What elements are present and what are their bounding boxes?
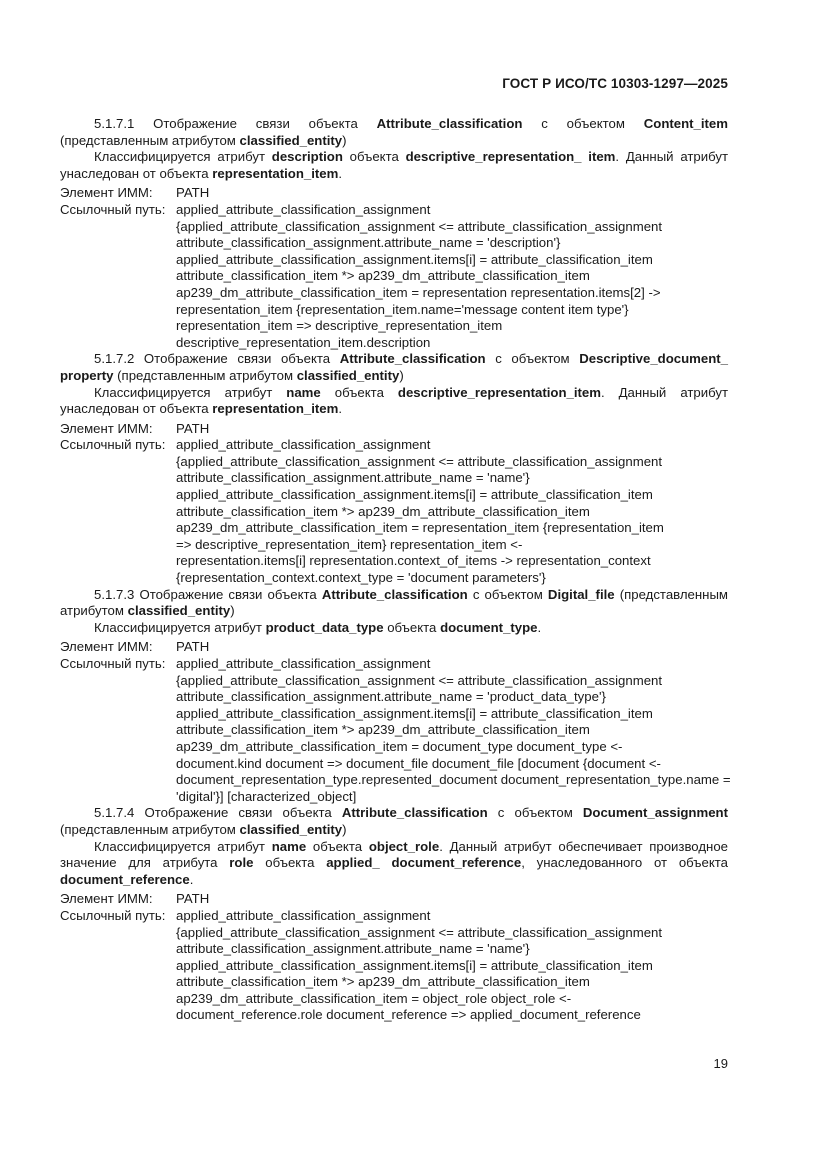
ref-path-line: applied_attribute_classification_assignment.items[i] = attribute_classification_item: [176, 705, 653, 721]
section-heading-run: Descriptive_document_ property: [60, 351, 728, 383]
ref-path-line: ap239_dm_attribute_classification_item = representation_item {representation_item: [176, 520, 664, 536]
section-heading-run: Document_assignment: [582, 805, 728, 821]
section-description-run: . Данный атрибут обеспечивает производное значение для атрибута: [60, 838, 728, 871]
ref-path-row: [60, 202, 728, 351]
section-description-run: name: [271, 838, 307, 854]
element-row: [60, 185, 728, 202]
section-description-run: name: [286, 384, 321, 400]
ref-path-line: => descriptive_representation_item} representation_item <-: [176, 536, 523, 552]
section-heading-run: classified_entity: [239, 132, 343, 148]
section-heading-run: classified_entity: [239, 821, 343, 837]
section-description-run: descriptive_representation_item: [397, 384, 601, 400]
section-heading-run: classified_entity: [296, 367, 400, 383]
section-heading-run: Attribute_classification: [341, 805, 488, 821]
ref-path-label: Ссылочный путь:: [60, 437, 166, 453]
section-heading-run: ): [342, 132, 347, 148]
ref-path-value: [176, 908, 728, 1024]
document-header: ГОСТ Р ИСО/ТС 10303-1297—2025: [502, 76, 728, 91]
section-2: [60, 351, 728, 586]
ref-path-line: applied_attribute_classification_assignment: [176, 437, 431, 453]
section-description-run: Классифицируется атрибут: [94, 149, 272, 165]
ref-path-label: Ссылочный путь:: [60, 201, 166, 217]
ref-path-label: Ссылочный путь:: [60, 656, 166, 671]
section-heading-run: Attribute_classification: [321, 586, 468, 602]
element-value: PATH: [176, 639, 210, 655]
ref-path-line: {applied_attribute_classification_assignment <= attribute_classification_assignment: [176, 453, 663, 469]
element-label: Элемент ИММ:: [60, 185, 153, 201]
section-4: [60, 805, 728, 1024]
section-description: [60, 620, 728, 637]
ref-path-row: [60, 437, 728, 586]
section-description: [60, 385, 728, 418]
element-value: PATH: [176, 891, 210, 907]
ref-path-line: representation_item => descriptive_representation_item: [176, 318, 503, 334]
section-heading: [60, 587, 728, 620]
section-description-run: .: [338, 165, 343, 181]
ref-path-line: attribute_classification_item *> ap239_dm_attribute_classification_item: [176, 268, 590, 284]
section-heading-run: (представленным атрибутом: [113, 367, 297, 383]
element-row: [60, 421, 728, 438]
ref-path-line: attribute_classification_item *> ap239_dm_attribute_classification_item: [176, 974, 590, 990]
ref-path-value: [176, 656, 731, 805]
section-heading-run: classified_entity: [127, 603, 231, 619]
element-label: Элемент ИММ:: [60, 639, 153, 655]
ref-path-line: applied_attribute_classification_assignment: [176, 656, 431, 671]
section-description-run: .: [537, 619, 542, 635]
section-description-run: объекта: [306, 838, 369, 854]
section-description-run: . Данный атрибут унаследован от объекта: [60, 149, 728, 181]
section-description-run: .: [338, 401, 343, 417]
ref-path-line: ap239_dm_attribute_classification_item = document_type document_type <-: [176, 738, 623, 754]
element-label: Элемент ИММ:: [60, 420, 153, 436]
ref-path-line: attribute_classification_item *> ap239_dm_attribute_classification_item: [176, 503, 590, 519]
element-row: [60, 639, 728, 656]
section-description-run: product_data_type: [265, 619, 384, 635]
ref-path-line: descriptive_representation_item.description: [176, 334, 431, 350]
ref-path-line: document_reference.role document_reference => applied_document_reference: [176, 1007, 641, 1023]
section-heading-run: Attribute_classification: [339, 351, 486, 367]
section-description-run: .: [189, 871, 194, 887]
section-heading-run: ): [399, 367, 404, 383]
section-description-run: объекта: [342, 149, 406, 165]
section-heading-run: ): [342, 821, 347, 837]
section-description-run: Классифицируется атрибут: [94, 384, 287, 400]
ref-path-line: {applied_attribute_classification_assignment <= attribute_classification_assignment: [176, 924, 663, 940]
section-heading-run: с объектом: [522, 116, 644, 131]
ref-path-value: [176, 437, 728, 586]
ref-path-value: [176, 202, 728, 351]
section-1: [60, 116, 728, 351]
ref-path-line: 'digital'}] [characterized_object]: [176, 788, 357, 804]
ref-path-line: attribute_classification_assignment.attribute_name = 'description'}: [176, 235, 561, 251]
section-heading-run: (представленным атрибутом: [60, 586, 729, 619]
element-row: [60, 891, 728, 908]
section-description-run: descriptive_representation_ item: [405, 149, 616, 165]
section-description-run: , унаследованного от объекта: [521, 855, 728, 871]
section-heading: [60, 116, 728, 149]
element-value: PATH: [176, 420, 210, 436]
section-heading-run: (представленным атрибутом: [60, 821, 240, 837]
ref-path-line: {representation_context.context_type = 'document parameters'}: [176, 570, 546, 586]
section-description-run: description: [271, 149, 343, 165]
section-description-run: representation_item: [212, 165, 339, 181]
ref-path-row: [60, 908, 728, 1024]
section-description-run: . Данный атрибут унаследован от объекта: [60, 384, 728, 417]
section-description-run: объекта: [320, 384, 398, 400]
ref-path-line: applied_attribute_classification_assignment.items[i] = attribute_classification_item: [176, 957, 653, 973]
document-body: [60, 116, 731, 1024]
section-heading: [60, 351, 728, 384]
element-value: PATH: [176, 185, 210, 201]
ref-path-line: applied_attribute_classification_assignment.items[i] = attribute_classification_item: [176, 251, 653, 267]
section-description-run: document_type: [440, 619, 538, 635]
section-heading-run: с объектом: [467, 586, 548, 602]
ref-path-line: attribute_classification_assignment.attribute_name = 'product_data_type'}: [176, 689, 606, 705]
section-description-run: representation_item: [212, 401, 339, 417]
section-description-run: object_role: [368, 838, 440, 854]
ref-path-label: Ссылочный путь:: [60, 907, 166, 923]
section-description-run: Классифицируется атрибут: [94, 619, 266, 635]
ref-path-line: representation.items[i] representation.context_of_items -> representation_context: [176, 553, 651, 569]
ref-path-line: attribute_classification_item *> ap239_dm_attribute_classification_item: [176, 722, 590, 738]
ref-path-line: document.kind document => document_file document_file [document {document <-: [176, 755, 661, 771]
ref-path-line: applied_attribute_classification_assignment: [176, 201, 431, 217]
ref-path-line: attribute_classification_assignment.attribute_name = 'name'}: [176, 941, 530, 957]
section-heading-run: 5.1.7.4 Отображение связи объекта: [94, 805, 342, 821]
ref-path-line: ap239_dm_attribute_classification_item = object_role object_role <-: [176, 990, 572, 1006]
section-heading-run: с объектом: [485, 351, 580, 367]
section-description-run: Классифицируется атрибут: [94, 838, 272, 854]
element-label: Элемент ИММ:: [60, 891, 153, 907]
section-heading-run: Attribute_classification: [376, 116, 523, 131]
section-description-run: document_reference: [60, 871, 190, 887]
ref-path-line: ap239_dm_attribute_classification_item = representation representation.items[2] ->: [176, 284, 661, 300]
section-description: [60, 839, 728, 889]
ref-path-line: {applied_attribute_classification_assignment <= attribute_classification_assignment: [176, 672, 663, 688]
ref-path-line: document_representation_type.represented_document document_representation_type.name =: [176, 772, 731, 788]
section-heading-run: Content_item: [643, 116, 728, 131]
section-heading-run: (представленным атрибутом: [60, 132, 240, 148]
section-description-run: объекта: [253, 855, 327, 871]
ref-path-line: applied_attribute_classification_assignment.items[i] = attribute_classification_item: [176, 487, 653, 503]
page-number: 19: [713, 1056, 728, 1071]
ref-path-line: applied_attribute_classification_assignment: [176, 907, 431, 923]
section-heading-run: 5.1.7.1 Отображение связи объекта: [94, 116, 377, 131]
section-heading-run: 5.1.7.2 Отображение связи объекта: [94, 351, 340, 367]
section-heading-run: с объектом: [487, 805, 583, 821]
ref-path-row: [60, 656, 731, 805]
section-description-run: applied_ document_reference: [326, 855, 522, 871]
section-description-run: объекта: [383, 619, 441, 635]
ref-path-line: attribute_classification_assignment.attribute_name = 'name'}: [176, 470, 530, 486]
section-description-run: role: [229, 855, 254, 871]
section-heading-run: 5.1.7.3 Отображение связи объекта: [94, 586, 322, 602]
section-heading-run: Digital_file: [547, 586, 615, 602]
section-3: [60, 586, 731, 806]
section-description: [60, 149, 728, 182]
section-heading-run: ): [230, 603, 235, 619]
ref-path-line: {applied_attribute_classification_assignment <= attribute_classification_assignment: [176, 218, 663, 234]
ref-path-line: representation_item {representation_item.name='message content item type'}: [176, 301, 629, 317]
section-heading: [60, 805, 728, 838]
